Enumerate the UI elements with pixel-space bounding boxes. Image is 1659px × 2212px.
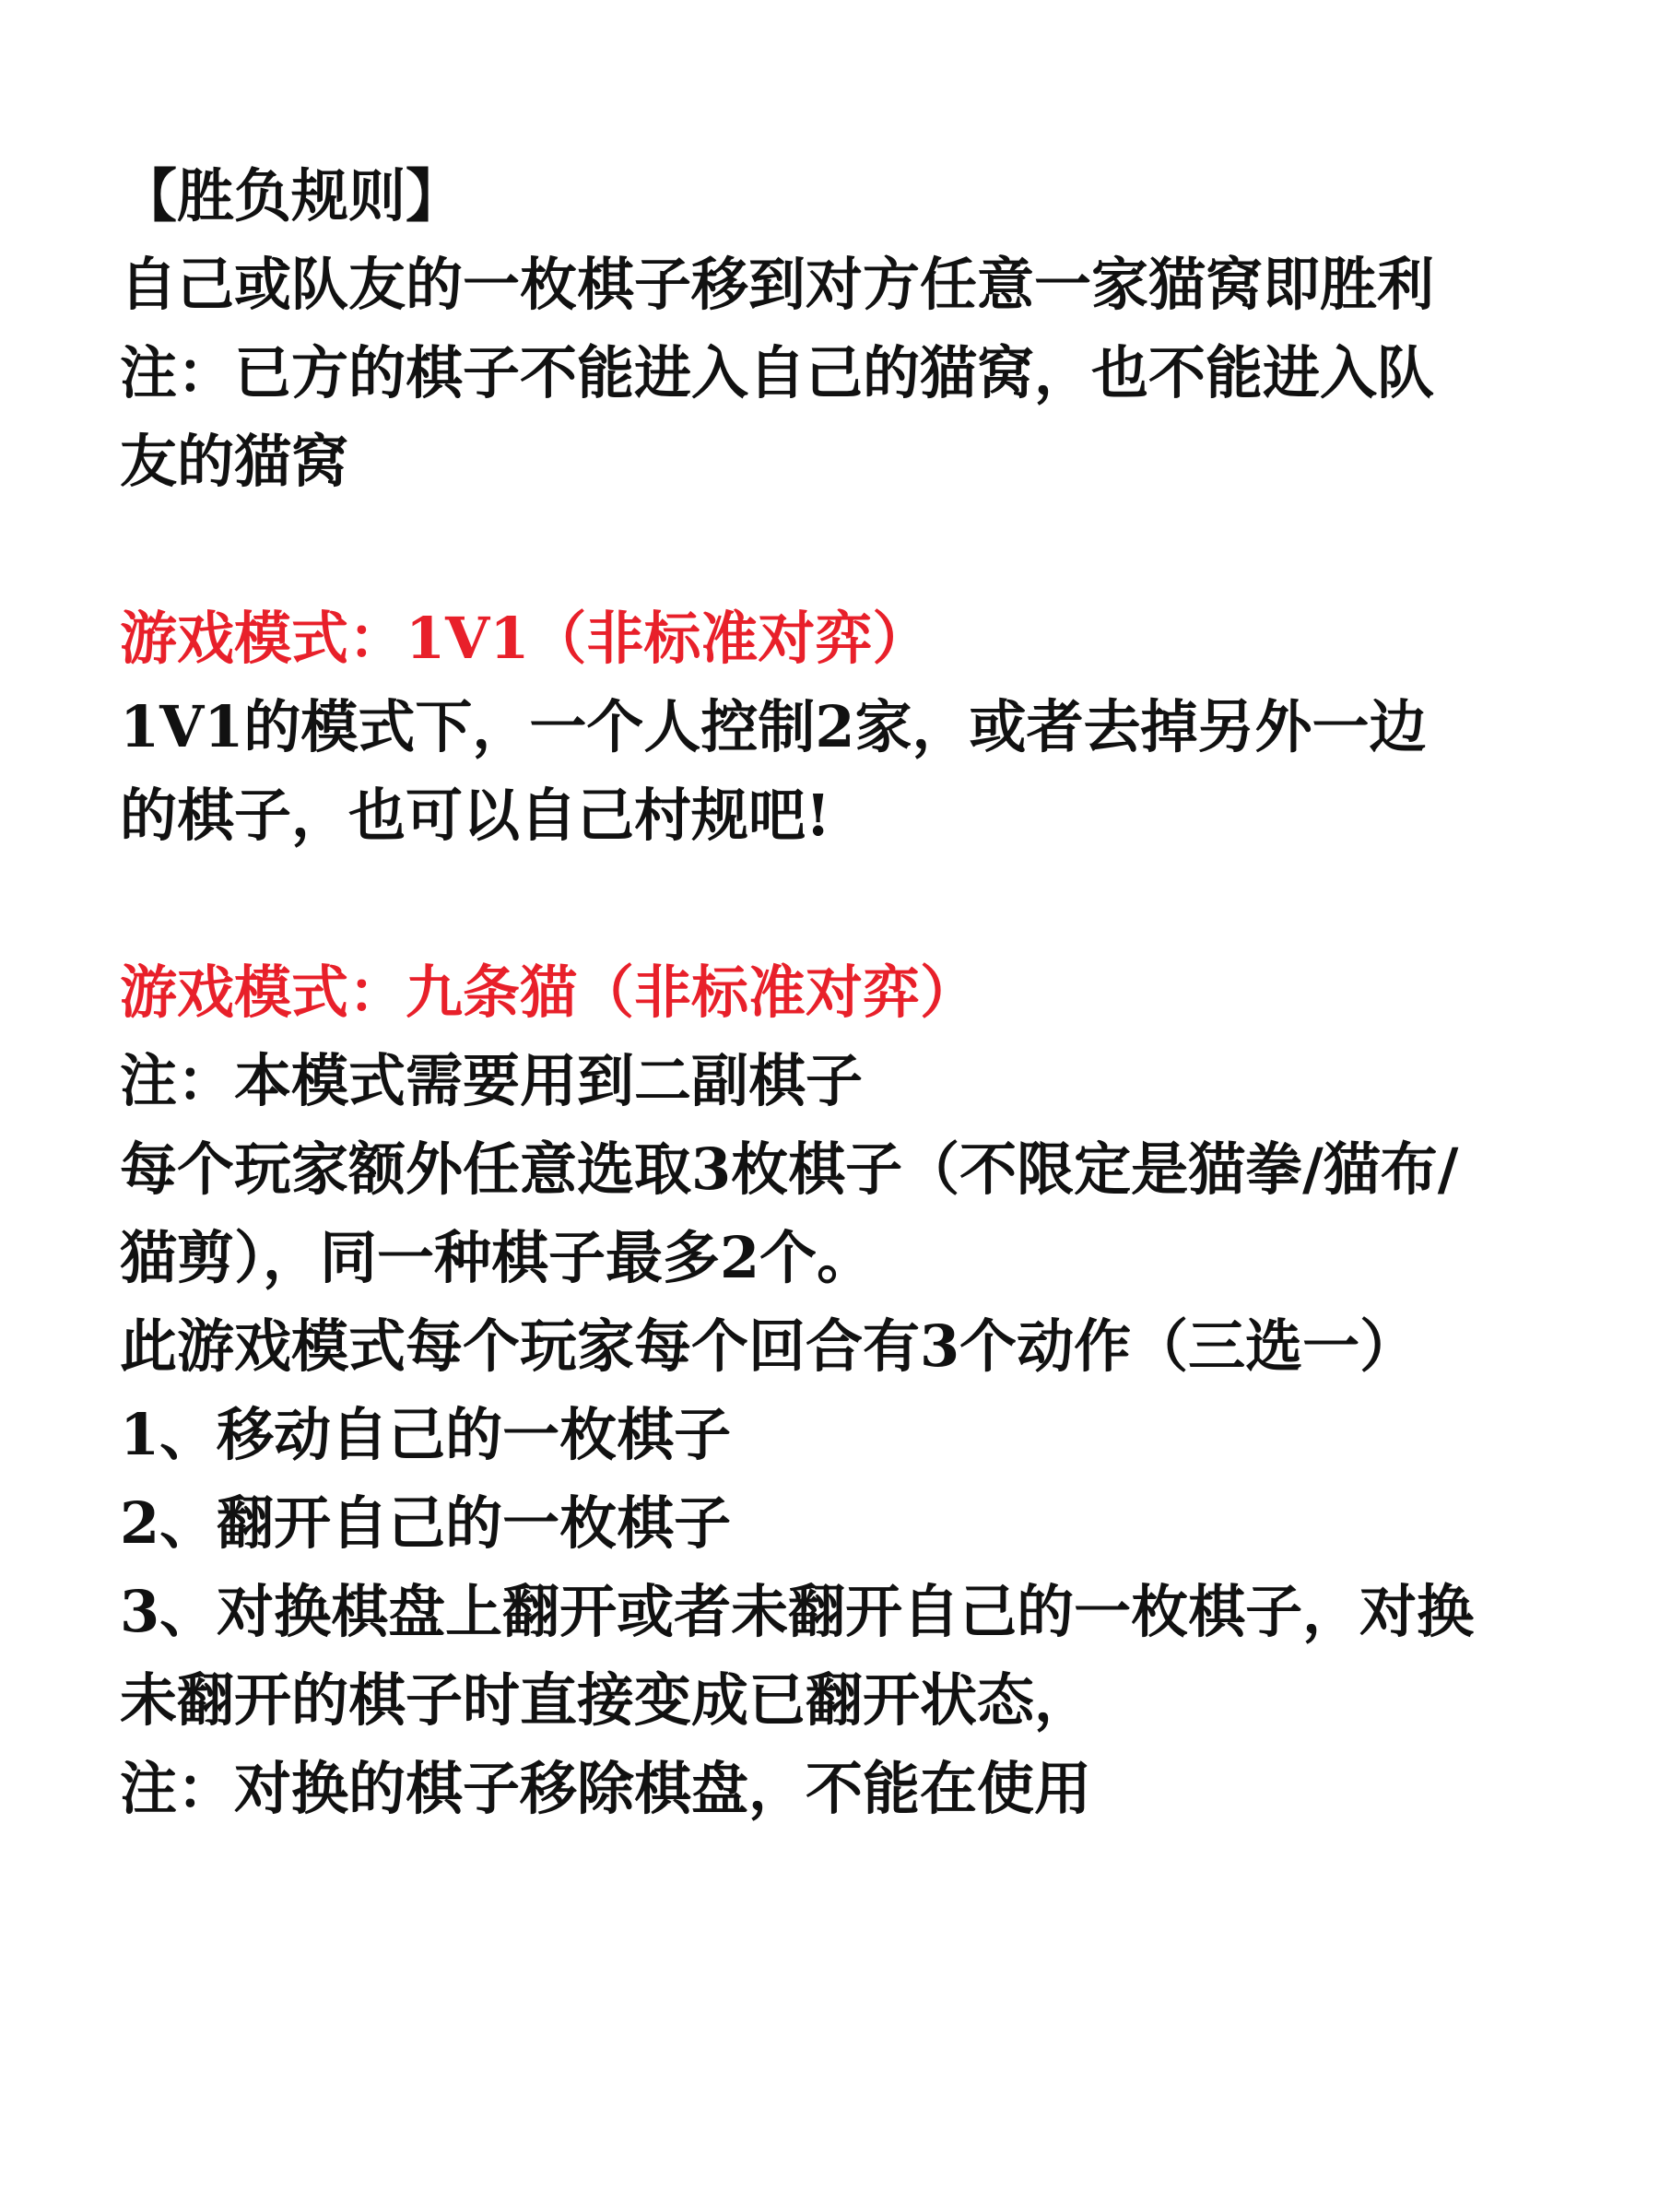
win-rules-heading: 【胜负规则】 [120,162,464,229]
win-rules-line: 友的猫窝 [120,428,349,495]
win-rules-line: 注：已方的棋子不能进入自己的猫窝，也不能进入队 [120,339,1435,406]
mode-nine-cats-line: 此游戏模式每个玩家每个回合有3个动作（三选一） [120,1312,1418,1380]
mode-nine-cats-line: 猫剪），同一种棋子最多2个。 [120,1224,875,1291]
section-spacer [120,860,1594,948]
mode-1v1-heading: 游戏模式：1V1（非标准对弈） [120,605,930,672]
mode-nine-cats-line: 注：对换的棋子移除棋盘，不能在使用 [120,1755,1092,1822]
mode-1v1-line: 的棋子，也可以自己村规吧! [120,782,831,849]
mode-1v1-section [120,594,1594,860]
mode-nine-cats-heading: 游戏模式：九条猫（非标准对弈） [120,959,978,1026]
win-rules-line: 自己或队友的一枚棋子移到对方任意一家猫窝即胜利 [120,251,1435,318]
mode-nine-cats-section [120,948,1594,1833]
mode-1v1-line: 1V1的模式下，一个人控制2家，或者去掉另外一边 [120,693,1427,760]
section-spacer [120,506,1594,594]
mode-nine-cats-line: 每个玩家额外任意选取3枚棋子（不限定是猫拳/猫布/ [120,1135,1459,1203]
mode-nine-cats-line: 2、翻开自己的一枚棋子 [120,1489,732,1557]
mode-nine-cats-line: 注：本模式需要用到二副棋子 [120,1047,864,1114]
mode-nine-cats-line: 未翻开的棋子时直接变成已翻开状态， [120,1666,1092,1734]
mode-nine-cats-line: 3、对换棋盘上翻开或者未翻开自己的一枚棋子，对换 [120,1578,1475,1645]
rules-document [120,152,1594,1833]
win-rules-section [120,152,1594,506]
mode-nine-cats-line: 1、移动自己的一枚棋子 [120,1401,732,1468]
